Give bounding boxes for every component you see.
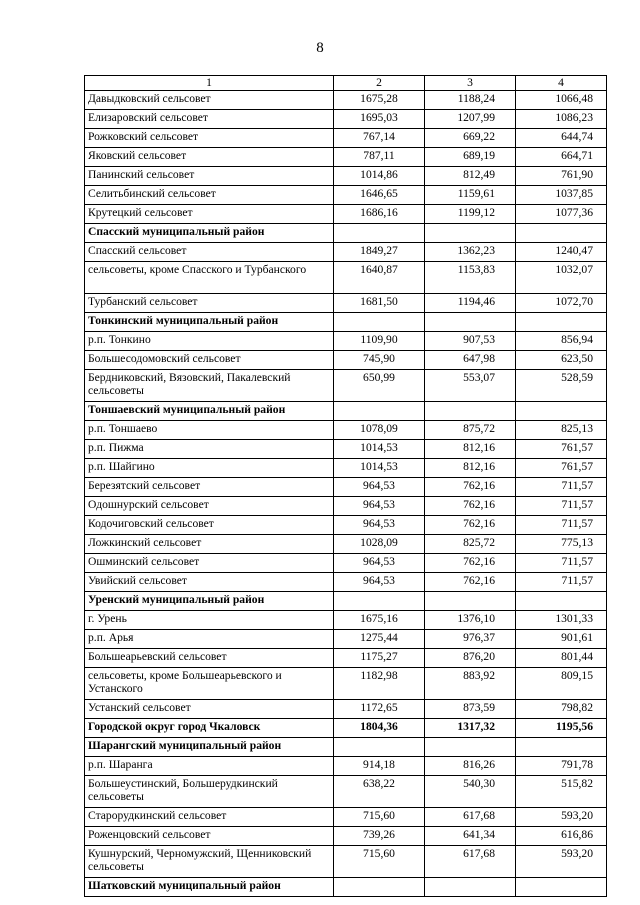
- territory-name: Большеарьевский сельсовет: [85, 649, 334, 668]
- value-col-3: 617,68: [425, 808, 516, 827]
- value-col-3: 1317,32: [425, 719, 516, 738]
- value-col-4: 528,59: [516, 370, 607, 402]
- territory-name: р.п. Шаранга: [85, 757, 334, 776]
- table-row: [85, 827, 607, 846]
- territory-name: Ложкинский сельсовет: [85, 535, 334, 554]
- value-col-4: 711,57: [516, 478, 607, 497]
- table-row: [85, 573, 607, 592]
- value-col-4: 623,50: [516, 351, 607, 370]
- value-col-2: 1014,86: [334, 167, 425, 186]
- value-col-4: 664,71: [516, 148, 607, 167]
- value-col-2: 1109,90: [334, 332, 425, 351]
- value-col-4: [516, 878, 607, 897]
- territory-name: Ошминский сельсовет: [85, 554, 334, 573]
- table-row: [85, 294, 607, 313]
- table-row: [85, 497, 607, 516]
- value-col-4: 1077,36: [516, 205, 607, 224]
- tariff-table: [84, 75, 607, 897]
- value-col-3: 812,16: [425, 459, 516, 478]
- page-number: 8: [316, 40, 324, 56]
- value-col-2: 1675,28: [334, 91, 425, 110]
- table-row: [85, 421, 607, 440]
- territory-name: Роженцовский сельсовет: [85, 827, 334, 846]
- value-col-2: [334, 224, 425, 243]
- value-col-3: [425, 224, 516, 243]
- value-col-4: [516, 592, 607, 611]
- territory-name: Увийский сельсовет: [85, 573, 334, 592]
- value-col-4: 791,78: [516, 757, 607, 776]
- table-row: [85, 243, 607, 262]
- value-col-3: 689,19: [425, 148, 516, 167]
- territory-name: Турбанский сельсовет: [85, 294, 334, 313]
- value-col-2: 715,60: [334, 808, 425, 827]
- territory-name: Рожковский сельсовет: [85, 129, 334, 148]
- value-col-3: 1153,83: [425, 262, 516, 294]
- table-row: [85, 186, 607, 205]
- value-col-4: 644,74: [516, 129, 607, 148]
- territory-name: р.п. Тоншаево: [85, 421, 334, 440]
- territory-name: р.п. Шайгино: [85, 459, 334, 478]
- value-col-4: 761,90: [516, 167, 607, 186]
- value-col-3: [425, 402, 516, 421]
- value-col-3: 1188,24: [425, 91, 516, 110]
- value-col-4: [516, 402, 607, 421]
- territory-name: Давыдковский сельсовет: [85, 91, 334, 110]
- table-row: [85, 630, 607, 649]
- value-col-4: 901,61: [516, 630, 607, 649]
- value-col-3: [425, 592, 516, 611]
- value-col-4: 801,44: [516, 649, 607, 668]
- value-col-2: [334, 878, 425, 897]
- territory-name: сельсоветы, кроме Спасского и Турбанского: [85, 262, 334, 294]
- section-row: [85, 719, 607, 738]
- territory-name: Бердниковский, Вязовский, Пакалевский сельсоветы: [85, 370, 334, 402]
- value-col-3: 553,07: [425, 370, 516, 402]
- table-row: [85, 757, 607, 776]
- table-row: [85, 370, 607, 402]
- territory-name: Кодочиговский сельсовет: [85, 516, 334, 535]
- territory-name: р.п. Арья: [85, 630, 334, 649]
- value-col-3: 669,22: [425, 129, 516, 148]
- territory-name: Старорудкинский сельсовет: [85, 808, 334, 827]
- section-title: Тоншаевский муниципальный район: [85, 402, 334, 421]
- header-cell-3: 3: [425, 76, 516, 91]
- value-col-2: [334, 313, 425, 332]
- table-row: [85, 91, 607, 110]
- value-col-2: 1078,09: [334, 421, 425, 440]
- table-row: [85, 668, 607, 700]
- value-col-2: [334, 402, 425, 421]
- value-col-3: 1159,61: [425, 186, 516, 205]
- value-col-3: 883,92: [425, 668, 516, 700]
- value-col-4: 593,20: [516, 808, 607, 827]
- value-col-4: 798,82: [516, 700, 607, 719]
- section-row: [85, 592, 607, 611]
- table-row: [85, 808, 607, 827]
- value-col-4: 1037,85: [516, 186, 607, 205]
- value-col-2: 1175,27: [334, 649, 425, 668]
- value-col-2: 964,53: [334, 516, 425, 535]
- value-col-3: 1199,12: [425, 205, 516, 224]
- territory-name: г. Урень: [85, 611, 334, 630]
- value-col-2: 964,53: [334, 497, 425, 516]
- value-col-3: 976,37: [425, 630, 516, 649]
- value-col-4: 775,13: [516, 535, 607, 554]
- table-row: [85, 554, 607, 573]
- value-col-3: 1376,10: [425, 611, 516, 630]
- value-col-4: 1032,07: [516, 262, 607, 294]
- table-row: [85, 535, 607, 554]
- section-title: Уренский муниципальный район: [85, 592, 334, 611]
- value-col-4: 1066,48: [516, 91, 607, 110]
- value-col-4: 761,57: [516, 440, 607, 459]
- value-col-4: 1240,47: [516, 243, 607, 262]
- table-row: [85, 148, 607, 167]
- value-col-2: 964,53: [334, 478, 425, 497]
- value-col-3: 617,68: [425, 846, 516, 878]
- value-col-2: 1028,09: [334, 535, 425, 554]
- value-col-3: [425, 313, 516, 332]
- value-col-2: [334, 592, 425, 611]
- table-row: [85, 129, 607, 148]
- value-col-2: 1640,87: [334, 262, 425, 294]
- value-col-4: 1301,33: [516, 611, 607, 630]
- table-row: [85, 110, 607, 129]
- table-row: [85, 516, 607, 535]
- value-col-2: [334, 738, 425, 757]
- value-col-2: 745,90: [334, 351, 425, 370]
- value-col-3: 762,16: [425, 573, 516, 592]
- section-row: [85, 402, 607, 421]
- value-col-4: 593,20: [516, 846, 607, 878]
- territory-name: Спасский сельсовет: [85, 243, 334, 262]
- value-col-2: 1014,53: [334, 440, 425, 459]
- territory-name: Елизаровский сельсовет: [85, 110, 334, 129]
- value-col-3: 641,34: [425, 827, 516, 846]
- value-col-3: 876,20: [425, 649, 516, 668]
- territory-name: р.п. Тонкино: [85, 332, 334, 351]
- table-row: [85, 478, 607, 497]
- value-col-4: 616,86: [516, 827, 607, 846]
- table-row: [85, 440, 607, 459]
- value-col-2: 1275,44: [334, 630, 425, 649]
- value-col-4: 809,15: [516, 668, 607, 700]
- value-col-3: 816,26: [425, 757, 516, 776]
- value-col-4: 711,57: [516, 573, 607, 592]
- value-col-4: [516, 738, 607, 757]
- value-col-2: 1014,53: [334, 459, 425, 478]
- value-col-2: 1695,03: [334, 110, 425, 129]
- territory-name: р.п. Пижма: [85, 440, 334, 459]
- value-col-2: 964,53: [334, 573, 425, 592]
- section-title: Шарангский муниципальный район: [85, 738, 334, 757]
- value-col-3: 812,49: [425, 167, 516, 186]
- value-col-3: 762,16: [425, 497, 516, 516]
- value-col-3: 1194,46: [425, 294, 516, 313]
- value-col-3: 812,16: [425, 440, 516, 459]
- value-col-4: 515,82: [516, 776, 607, 808]
- value-col-4: 1086,23: [516, 110, 607, 129]
- table-body: [85, 76, 607, 897]
- section-row: [85, 313, 607, 332]
- territory-name: Устанский сельсовет: [85, 700, 334, 719]
- header-cell-2: 2: [334, 76, 425, 91]
- value-col-3: 1207,99: [425, 110, 516, 129]
- header-cell-1: 1: [85, 76, 334, 91]
- table-row: [85, 776, 607, 808]
- value-col-3: 762,16: [425, 516, 516, 535]
- value-col-2: 1849,27: [334, 243, 425, 262]
- value-col-4: 761,57: [516, 459, 607, 478]
- value-col-3: 1362,23: [425, 243, 516, 262]
- table-row: [85, 167, 607, 186]
- territory-name: Большесодомовский сельсовет: [85, 351, 334, 370]
- section-row: [85, 738, 607, 757]
- value-col-4: 1072,70: [516, 294, 607, 313]
- value-col-2: 1686,16: [334, 205, 425, 224]
- value-col-2: 787,11: [334, 148, 425, 167]
- table-row: [85, 205, 607, 224]
- header-cell-4: 4: [516, 76, 607, 91]
- value-col-3: 762,16: [425, 478, 516, 497]
- value-col-4: 1195,56: [516, 719, 607, 738]
- territory-name: сельсоветы, кроме Большеарьевского и Устанского: [85, 668, 334, 700]
- table-row: [85, 351, 607, 370]
- value-col-2: 715,60: [334, 846, 425, 878]
- value-col-3: 762,16: [425, 554, 516, 573]
- value-col-3: 540,30: [425, 776, 516, 808]
- territory-name: Березятский сельсовет: [85, 478, 334, 497]
- value-col-4: 711,57: [516, 516, 607, 535]
- value-col-2: 914,18: [334, 757, 425, 776]
- value-col-2: 1804,36: [334, 719, 425, 738]
- value-col-2: 739,26: [334, 827, 425, 846]
- value-col-2: 1182,98: [334, 668, 425, 700]
- section-row: [85, 878, 607, 897]
- territory-name: Яковский сельсовет: [85, 148, 334, 167]
- value-col-3: 647,98: [425, 351, 516, 370]
- value-col-2: 1172,65: [334, 700, 425, 719]
- value-col-3: [425, 738, 516, 757]
- value-col-4: 711,57: [516, 554, 607, 573]
- table-row: [85, 262, 607, 294]
- value-col-3: 907,53: [425, 332, 516, 351]
- value-col-2: 1675,16: [334, 611, 425, 630]
- value-col-4: [516, 313, 607, 332]
- section-title: Спасский муниципальный район: [85, 224, 334, 243]
- territory-name: Селитьбинский сельсовет: [85, 186, 334, 205]
- value-col-2: 964,53: [334, 554, 425, 573]
- value-col-3: 825,72: [425, 535, 516, 554]
- table-row: [85, 332, 607, 351]
- value-col-2: 638,22: [334, 776, 425, 808]
- section-title: Шатковский муниципальный район: [85, 878, 334, 897]
- section-title: Городской округ город Чкаловск: [85, 719, 334, 738]
- value-col-3: [425, 878, 516, 897]
- value-col-3: 875,72: [425, 421, 516, 440]
- table-row: [85, 459, 607, 478]
- table-row: [85, 846, 607, 878]
- table-row: [85, 700, 607, 719]
- table-row: [85, 649, 607, 668]
- table-header-row: [85, 76, 607, 91]
- value-col-4: 856,94: [516, 332, 607, 351]
- territory-name: Кушнурский, Черномужский, Щенниковский сельсоветы: [85, 846, 334, 878]
- value-col-2: 650,99: [334, 370, 425, 402]
- value-col-2: 767,14: [334, 129, 425, 148]
- value-col-4: 711,57: [516, 497, 607, 516]
- value-col-2: 1681,50: [334, 294, 425, 313]
- territory-name: Одошнурский сельсовет: [85, 497, 334, 516]
- section-row: [85, 224, 607, 243]
- section-title: Тонкинский муниципальный район: [85, 313, 334, 332]
- territory-name: Крутецкий сельсовет: [85, 205, 334, 224]
- value-col-4: 825,13: [516, 421, 607, 440]
- territory-name: Панинский сельсовет: [85, 167, 334, 186]
- territory-name: Большеустинский, Большерудкинский сельсоветы: [85, 776, 334, 808]
- table-row: [85, 611, 607, 630]
- value-col-4: [516, 224, 607, 243]
- value-col-2: 1646,65: [334, 186, 425, 205]
- value-col-3: 873,59: [425, 700, 516, 719]
